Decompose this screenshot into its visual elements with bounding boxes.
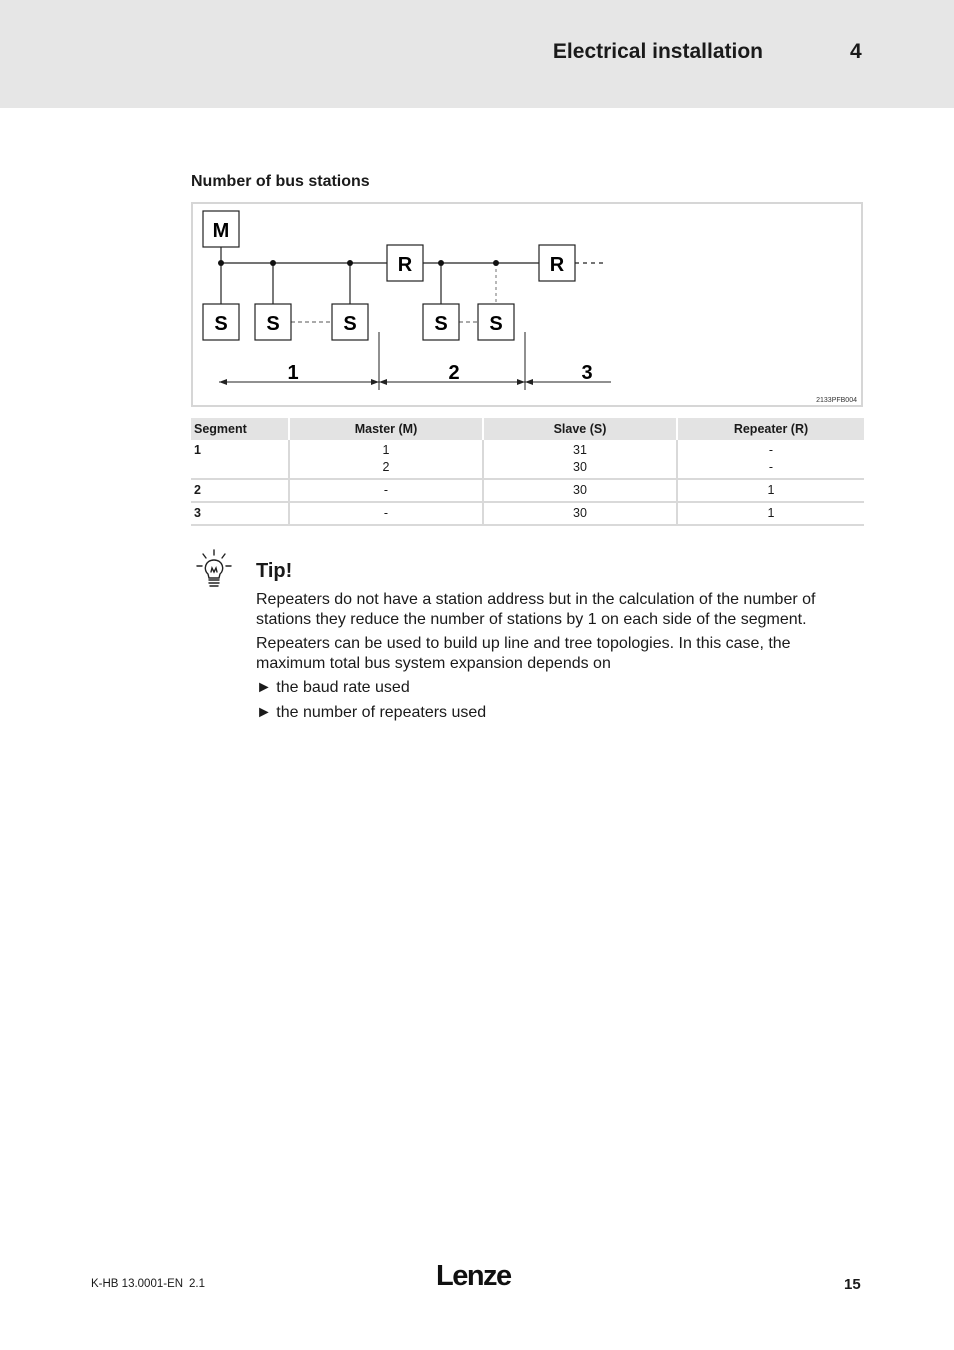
tip-title: Tip! (256, 560, 293, 582)
junction-dot (493, 260, 499, 266)
slave-label: S (489, 313, 503, 335)
slave-label: S (266, 313, 280, 335)
table-cell: 1 2 (290, 440, 484, 480)
header-band (0, 0, 954, 108)
segment-number: 2 (448, 362, 460, 384)
page-number: 15 (844, 1276, 861, 1293)
repeater-label: R (549, 254, 565, 276)
column-header: Segment (191, 418, 290, 440)
list-item: ► the number of repeaters used (256, 704, 487, 721)
column-header: Repeater (R) (678, 418, 864, 440)
lenze-logo: Lenze (436, 1260, 511, 1292)
page-header-title: Electrical installation (552, 40, 763, 63)
section-heading: Number of bus stations (191, 173, 370, 190)
table-row (191, 480, 864, 503)
slave-label: S (343, 313, 357, 335)
junction-dot (347, 260, 353, 266)
triangle-bullet-icon: ► (256, 679, 277, 696)
table-cell: 30 (484, 503, 678, 526)
tip-body (256, 590, 846, 728)
list-item: ► the baud rate used (256, 679, 410, 696)
segment-table (191, 418, 864, 526)
table-cell: 1 (191, 440, 290, 480)
table-cell: 2 (191, 480, 290, 503)
repeater-label: R (397, 254, 413, 276)
segment-number: 3 (581, 362, 593, 384)
bus-topology-diagram (193, 204, 865, 409)
table-cell: - (290, 480, 484, 503)
table-cell: - (290, 503, 484, 526)
table-header-row (191, 418, 864, 440)
junction-dot (270, 260, 276, 266)
table-cell: 30 (484, 480, 678, 503)
table-row (191, 440, 864, 480)
table-cell: 1 (678, 480, 864, 503)
table-cell: 3 (191, 503, 290, 526)
segment-number: 1 (287, 362, 299, 384)
footer-doc-code: K-HB 13.0001-EN (91, 1278, 184, 1290)
triangle-bullet-icon: ► (256, 704, 277, 721)
column-header: Slave (S) (484, 418, 678, 440)
junction-dot (218, 260, 224, 266)
slave-label: S (214, 313, 228, 335)
column-header: Master (M) (290, 418, 484, 440)
figure-code: 2133PFB004 (816, 397, 857, 404)
slave-label: S (434, 313, 448, 335)
lightbulb-icon (194, 548, 236, 595)
footer-version: 2.1 (189, 1278, 205, 1290)
table-cell: 31 30 (484, 440, 678, 480)
tip-paragraph: Repeaters do not have a station address but in the calculation of the number of stations they reduce the number of stations by 1 on each side of the segment. (256, 591, 816, 628)
master-label: M (212, 220, 230, 242)
junction-dot (438, 260, 444, 266)
bus-topology-figure (191, 202, 863, 407)
table-cell: - - (678, 440, 864, 480)
table-cell: 1 (678, 503, 864, 526)
table-row (191, 503, 864, 526)
chapter-number: 4 (850, 40, 862, 63)
tip-paragraph: Repeaters can be used to build up line and tree topologies. In this case, the maximum total bus system expansion depends on (256, 635, 791, 672)
